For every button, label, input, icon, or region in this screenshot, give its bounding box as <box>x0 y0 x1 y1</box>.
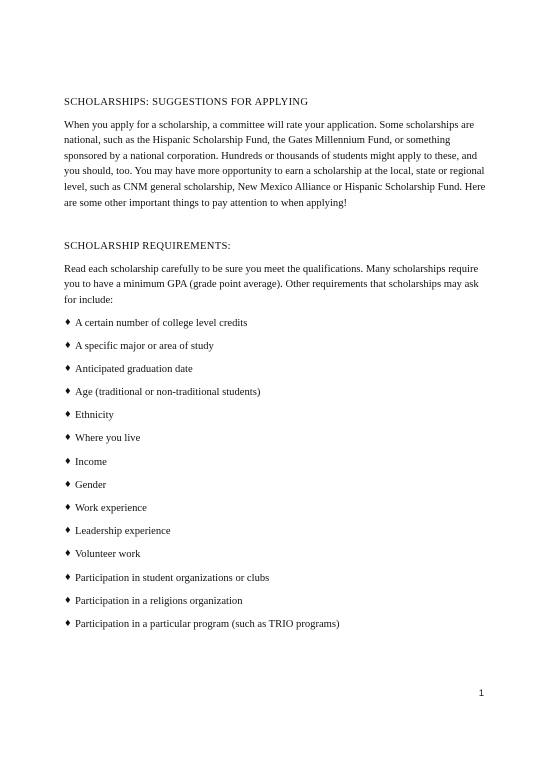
diamond-bullet-icon: ♦ <box>64 456 72 467</box>
requirement-text: Participation in a particular program (such as TRIO programs) <box>75 618 340 630</box>
requirement-item <box>64 362 488 385</box>
diamond-bullet-icon: ♦ <box>64 317 72 328</box>
diamond-bullet-icon: ♦ <box>64 433 72 444</box>
page-number: 1 <box>478 688 484 699</box>
requirement-text: Where you live <box>75 433 141 445</box>
diamond-bullet-icon: ♦ <box>64 503 72 514</box>
requirement-text: Income <box>75 456 107 468</box>
requirement-text: Work experience <box>75 503 147 515</box>
page-content <box>64 95 488 640</box>
requirement-item <box>64 478 488 501</box>
requirement-text: Anticipated graduation date <box>75 363 193 375</box>
diamond-bullet-icon: ♦ <box>64 549 72 560</box>
requirement-text: Gender <box>75 479 107 491</box>
requirement-item <box>64 524 488 547</box>
requirement-text: Participation in student organizations or clubs <box>75 572 270 584</box>
requirement-item <box>64 501 488 524</box>
diamond-bullet-icon: ♦ <box>64 479 72 490</box>
diamond-bullet-icon: ♦ <box>64 387 72 398</box>
requirement-text: Leadership experience <box>75 526 171 538</box>
diamond-bullet-icon: ♦ <box>64 526 72 537</box>
requirement-text: A certain number of college level credits <box>75 317 248 329</box>
requirements-list <box>64 316 488 641</box>
requirements-intro-paragraph: Read each scholarship carefully to be sure you meet the qualifications. Many scholarships require you to have a minimum GPA (grade point average). Other requirements that scholarships may ask for include: <box>64 263 479 306</box>
requirement-item <box>64 547 488 570</box>
requirement-text: Participation in a religions organization <box>75 595 243 607</box>
requirement-item <box>64 339 488 362</box>
requirement-item <box>64 617 488 640</box>
requirement-item <box>64 408 488 431</box>
document-heading: SCHOLARSHIPS: SUGGESTIONS FOR APPLYING <box>64 97 309 108</box>
requirement-text: Volunteer work <box>75 549 141 561</box>
intro-paragraph: When you apply for a scholarship, a committee will rate your application. Some scholarships are national, such as the Hispanic Scholarship Fund, the Gates Millennium Fund, or something sponsored by a national corporation. Hundreds or thousands of students might apply to these, and you should, too. You may have more opportunity to earn a scholarship at the local, state or regional level, such as CNM general scholarship, New Mexico Alliance or Hispanic Scholarship Fund. Here are some other important things to pay attention to when applying! <box>64 119 486 209</box>
diamond-bullet-icon: ♦ <box>64 340 72 351</box>
requirements-heading: SCHOLARSHIP REQUIREMENTS: <box>64 241 231 253</box>
requirement-text: Age (traditional or non-traditional students) <box>75 387 261 399</box>
diamond-bullet-icon: ♦ <box>64 595 72 606</box>
diamond-bullet-icon: ♦ <box>64 363 72 374</box>
requirement-item <box>64 571 488 594</box>
requirement-item <box>64 455 488 478</box>
requirement-item <box>64 385 488 408</box>
requirement-item <box>64 316 488 339</box>
diamond-bullet-icon: ♦ <box>64 572 72 583</box>
requirement-item <box>64 594 488 617</box>
diamond-bullet-icon: ♦ <box>64 410 72 421</box>
diamond-bullet-icon: ♦ <box>64 618 72 629</box>
requirement-item <box>64 431 488 454</box>
requirement-text: A specific major or area of study <box>75 340 214 352</box>
requirement-text: Ethnicity <box>75 410 114 422</box>
